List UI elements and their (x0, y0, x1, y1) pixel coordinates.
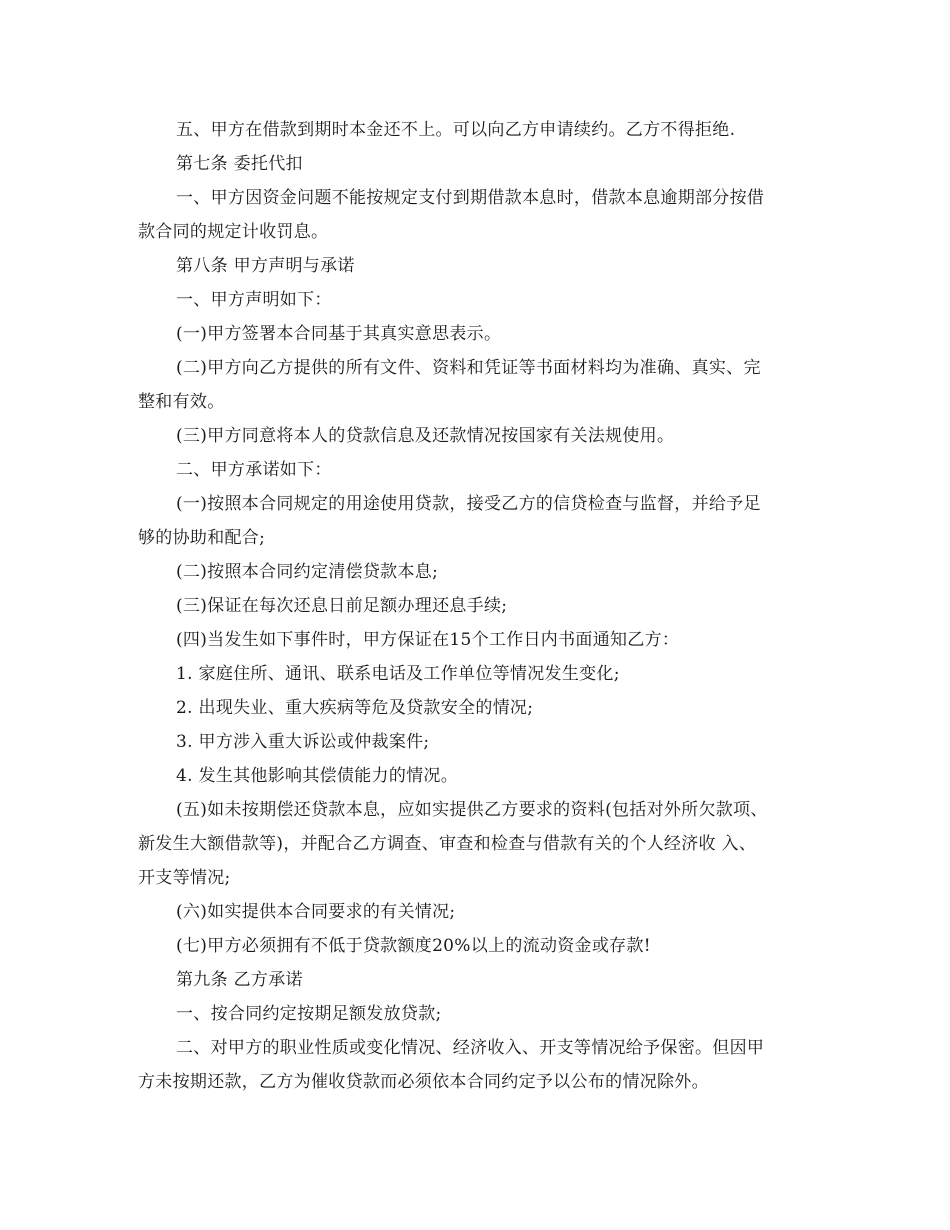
text-line: (四)当发生如下事件时，甲方保证在15个工作日内书面通知乙方： (176, 630, 680, 650)
text-line: 五、甲方在借款到期时本金还不上。可以向乙方申请续约。乙方不得拒绝. (176, 120, 736, 140)
text-line: 一、按合同约定按期足额发放贷款; (176, 1004, 442, 1024)
text-line: (二)按照本合同约定清偿贷款本息; (176, 562, 439, 582)
text-line: (一)甲方签署本合同基于其真实意思表示。 (176, 324, 502, 344)
text-line: 1. 家庭住所、通讯、联系电话及工作单位等情况发生变化; (176, 664, 620, 684)
text-line: 一、甲方声明如下： (176, 290, 332, 310)
text-line: 2. 出现失业、重大疾病等危及贷款安全的情况; (176, 698, 534, 718)
text-line: (六)如实提供本合同要求的有关情况; (176, 902, 456, 922)
text-line: (三)保证在每次还息日前足额办理还息手续; (176, 596, 508, 616)
text-line: (五)如未按期偿还贷款本息，应如实提供乙方要求的资料(包括对外所欠款项、 (176, 800, 768, 820)
text-line: (三)甲方同意将本人的贷款信息及还款情况按国家有关法规使用。 (176, 426, 675, 446)
text-line: 3. 甲方涉入重大诉讼或仲裁案件; (176, 732, 430, 752)
text-line: 二、对甲方的职业性质或变化情况、经济收入、开支等情况给予保密。但因甲 (176, 1038, 765, 1058)
text-line: 款合同的规定计收罚息。 (138, 222, 329, 242)
text-line: (二)甲方向乙方提供的所有文件、资料和凭证等书面材料均为准确、真实、完 (176, 358, 761, 378)
text-line: 第七条 委托代扣 (176, 154, 303, 174)
text-line: 新发生大额借款等)，并配合乙方调查、审查和检查与借款有关的个人经济收 入、 (138, 834, 757, 854)
text-line: (一)按照本合同规定的用途使用贷款，接受乙方的信贷检查与监督，并给予足 (176, 494, 761, 514)
text-line: (七)甲方必须拥有不低于贷款额度20%以上的流动资金或存款! (176, 936, 651, 956)
text-line: 够的协助和配合; (138, 528, 266, 548)
document-body (138, 113, 818, 1099)
text-line: 4. 发生其他影响其偿债能力的情况。 (176, 766, 459, 786)
text-line: 第八条 甲方声明与承诺 (176, 256, 355, 276)
text-line: 开支等情况; (138, 868, 231, 888)
text-line: 第九条 乙方承诺 (176, 970, 303, 990)
text-line: 方未按期还款，乙方为催收贷款而必须依本合同约定予以公布的情况除外。 (138, 1072, 709, 1092)
text-line: 一、甲方因资金问题不能按规定支付到期借款本息时，借款本息逾期部分按借 (176, 188, 765, 208)
text-line: 二、甲方承诺如下： (176, 460, 332, 480)
text-line: 整和有效。 (138, 392, 225, 412)
